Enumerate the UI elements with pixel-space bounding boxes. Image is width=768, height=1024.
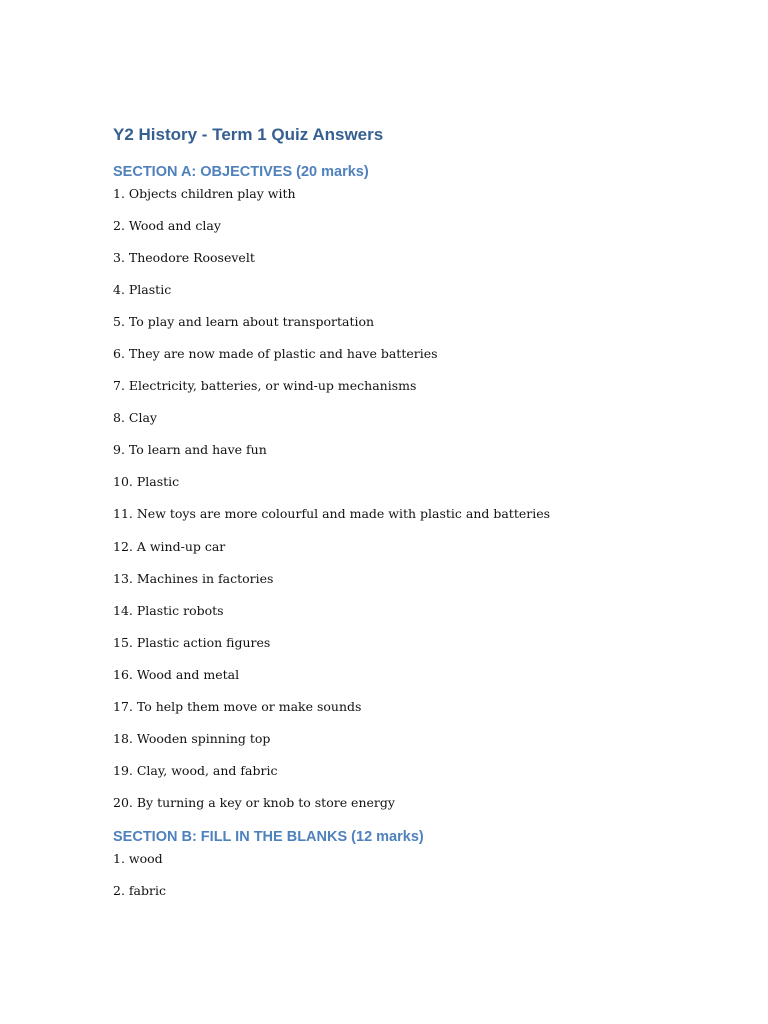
answer-item: 7. Electricity, batteries, or wind-up mechanisms — [113, 378, 417, 394]
answer-item: 8. Clay — [113, 410, 157, 426]
answer-item: 10. Plastic — [113, 474, 180, 490]
section-a-answer-list — [113, 186, 550, 827]
document-title: Y2 History - Term 1 Quiz Answers — [113, 125, 384, 144]
answer-item: 3. Theodore Roosevelt — [113, 250, 255, 266]
answer-item: 13. Machines in factories — [113, 570, 274, 586]
answer-item: 1. wood — [113, 851, 163, 866]
answer-item: 16. Wood and metal — [113, 666, 240, 682]
answer-item: 2. Wood and clay — [113, 218, 221, 234]
answer-item: 15. Plastic action figures — [113, 634, 271, 650]
answer-item: 6. They are now made of plastic and have batteries — [113, 346, 438, 362]
answer-item: 11. New toys are more colourful and made with plastic and batteries — [113, 506, 551, 522]
answer-item: 20. By turning a key or knob to store energy — [113, 794, 395, 810]
answer-item: 4. Plastic — [113, 282, 172, 298]
answer-item: 1. Objects children play with — [113, 186, 296, 201]
section-b-answer-list — [113, 851, 166, 915]
answer-item: 18. Wooden spinning top — [113, 730, 271, 746]
answer-item: 14. Plastic robots — [113, 602, 224, 618]
answer-item: 19. Clay, wood, and fabric — [113, 762, 278, 778]
section-b-heading: SECTION B: FILL IN THE BLANKS (12 marks) — [113, 829, 424, 845]
answer-item: 12. A wind-up car — [113, 538, 226, 554]
answer-item: 17. To help them move or make sounds — [113, 698, 362, 714]
answer-item: 2. fabric — [113, 883, 166, 899]
answer-item: 5. To play and learn about transportation — [113, 314, 375, 330]
answer-item: 9. To learn and have fun — [113, 442, 267, 458]
section-a-heading: SECTION A: OBJECTIVES (20 marks) — [113, 164, 369, 180]
